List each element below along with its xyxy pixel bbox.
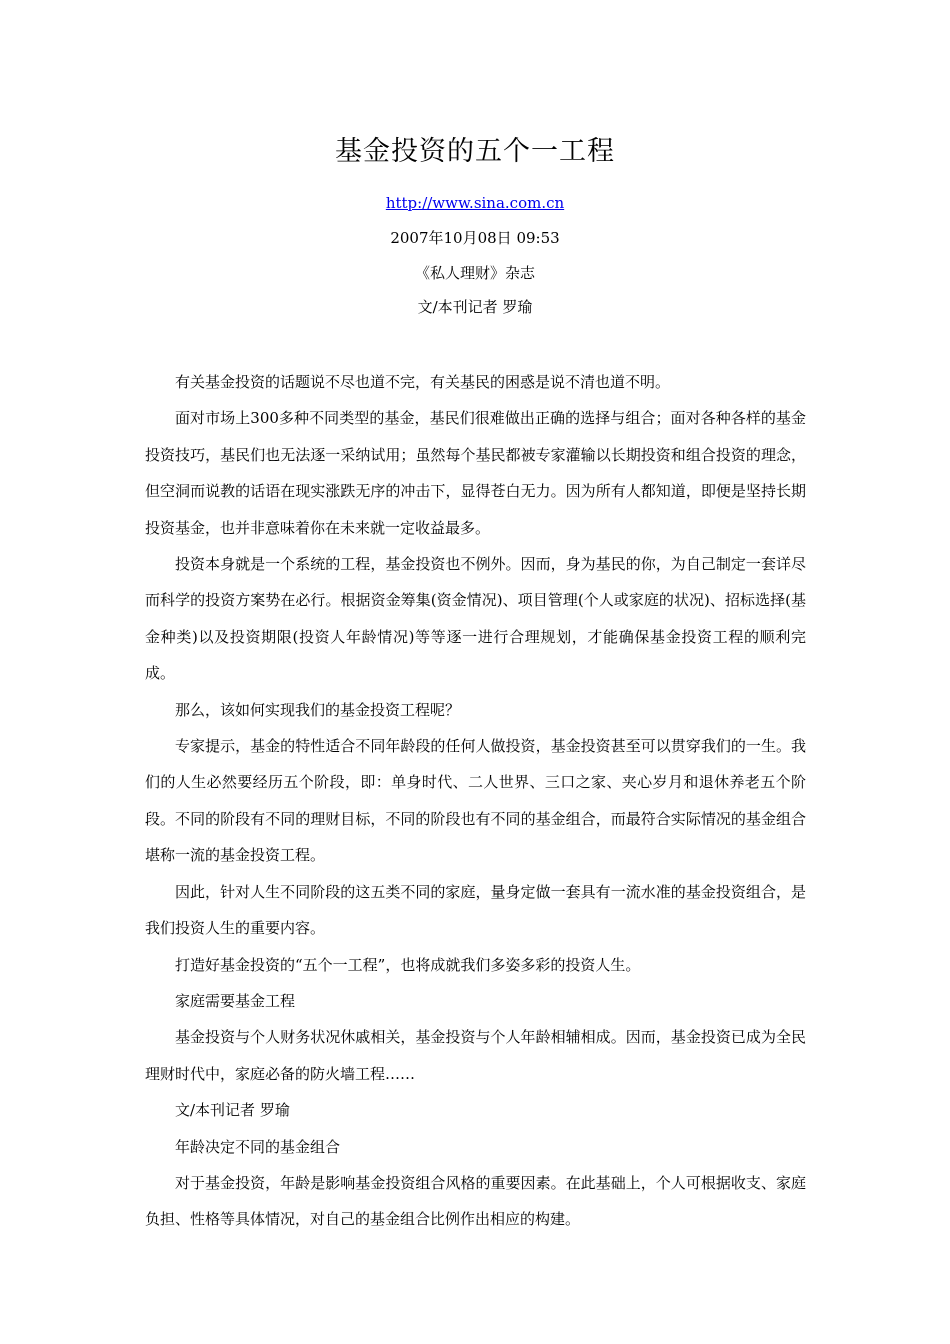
paragraph: 打造好基金投资的“五个一工程”，也将成就我们多姿多彩的投资人生。: [175, 955, 641, 974]
publication-name: 《私人理财》杂志: [414, 264, 535, 282]
section-heading: 年龄决定不同的基金组合: [175, 1137, 341, 1156]
paragraph: 对于基金投资，年龄是影响基金投资组合风格的重要因素。在此基础上，个人可根据收支、家庭负担、性格等具体情况，对自己的基金组合比例作出相应的构建。: [145, 1173, 806, 1229]
byline-repeat: 文/本刊记者 罗瑜: [175, 1101, 290, 1120]
paragraph: 投资本身就是一个系统的工程，基金投资也不例外。因而，身为基民的你，为自己制定一套详尽而科学的投资方案势在必行。根据资金筹集(资金情况)、项目管理(个人或家庭的状况)、招标选择(基金种类)以及投资期限(投资人年龄情况)等等逐一进行合理规划，才能确保基金投资工程的顺利完成。: [145, 555, 806, 683]
source-link[interactable]: http://www.sina.com.cn: [385, 194, 565, 212]
paragraph: 有关基金投资的话题说不尽也道不完，有关基民的困惑是说不清也道不明。: [175, 373, 671, 391]
article-title: 基金投资的五个一工程: [335, 136, 615, 167]
publish-datetime: 2007年10月08日 09:53: [390, 229, 560, 247]
article-body: [145, 364, 806, 1238]
byline: 文/本刊记者 罗瑜: [417, 298, 533, 316]
source-line: [0, 192, 950, 214]
paragraph: 那么，该如何实现我们的基金投资工程呢？: [175, 700, 461, 719]
paragraph: 专家提示，基金的特性适合不同年龄段的任何人做投资，基金投资甚至可以贯穿我们的一生。我们的人生必然要经历五个阶段，即：单身时代、二人世界、三口之家、夹心岁月和退休养老五个阶段。不同的阶段有不同的理财目标，不同的阶段也有不同的基金组合，而最符合实际情况的基金组合堪称一流的基金投资工程。: [145, 737, 806, 865]
section-heading: 家庭需要基金工程: [175, 991, 296, 1010]
paragraph: 因此，针对人生不同阶段的这五类不同的家庭，量身定做一套具有一流水准的基金投资组合，是我们投资人生的重要内容。: [145, 882, 806, 938]
paragraph: 面对市场上300多种不同类型的基金，基民们很难做出正确的选择与组合；面对各种各样的基金投资技巧，基民们也无法逐一采纳试用；虽然每个基民都被专家灌输以长期投资和组合投资的理念，但空洞而说教的话语在现实涨跌无序的冲击下，显得苍白无力。因为所有人都知道，即便是坚持长期投资基金，也并非意味着你在未来就一定收益最多。: [145, 409, 806, 537]
paragraph: 基金投资与个人财务状况休戚相关，基金投资与个人年龄相辅相成。因而，基金投资已成为全民理财时代中，家庭必备的防火墙工程……: [145, 1028, 806, 1083]
